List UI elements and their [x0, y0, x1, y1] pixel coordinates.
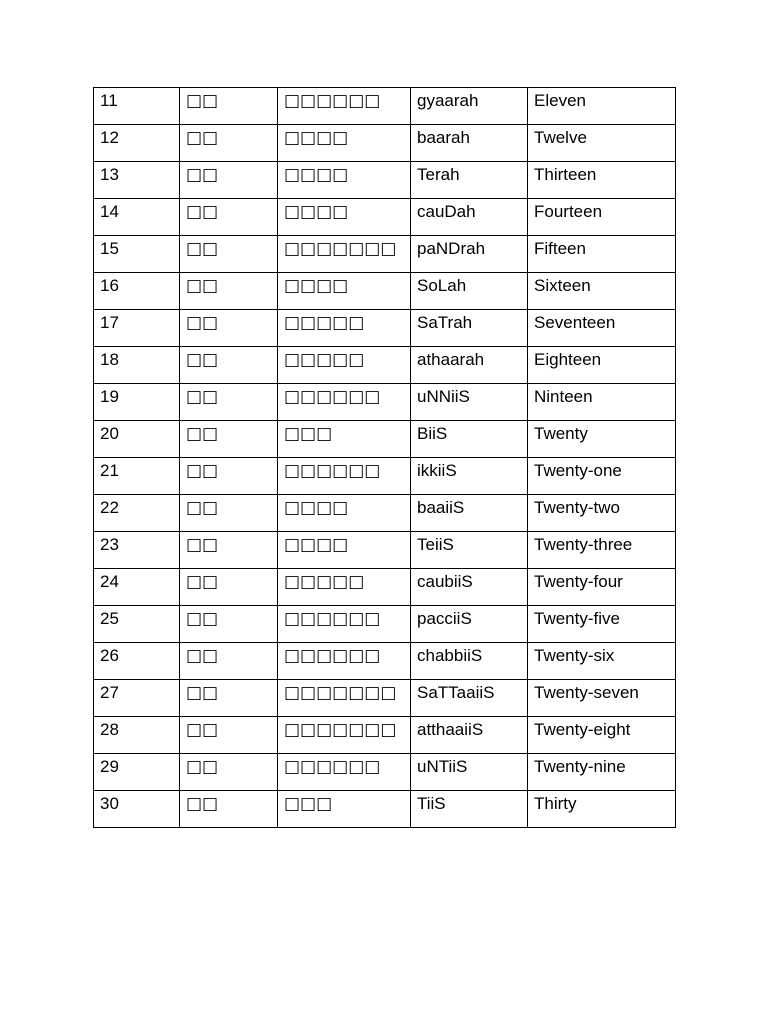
english-word-cell: Twenty-two [528, 495, 676, 532]
transliteration-cell: chabbiiS [411, 643, 528, 680]
transliteration-cell: Terah [411, 162, 528, 199]
transliteration-cell: uNTiiS [411, 754, 528, 791]
native-digits-cell: □□ [180, 88, 278, 125]
transliteration-cell: atthaaiiS [411, 717, 528, 754]
table-row [94, 236, 676, 273]
english-word-cell: Twenty-five [528, 606, 676, 643]
native-word-cell: □□□□□ [278, 347, 411, 384]
native-digits-cell: □□ [180, 384, 278, 421]
english-word-cell: Seventeen [528, 310, 676, 347]
number-cell: 19 [94, 384, 180, 421]
native-word-cell: □□□□□□ [278, 458, 411, 495]
transliteration-cell: cauDah [411, 199, 528, 236]
table-row [94, 495, 676, 532]
native-digits-cell: □□ [180, 680, 278, 717]
table-row [94, 569, 676, 606]
english-word-cell: Fourteen [528, 199, 676, 236]
english-word-cell: Thirteen [528, 162, 676, 199]
native-digits-cell: □□ [180, 495, 278, 532]
native-word-cell: □□□□□□ [278, 384, 411, 421]
number-cell: 25 [94, 606, 180, 643]
english-word-cell: Twenty-four [528, 569, 676, 606]
transliteration-cell: SoLah [411, 273, 528, 310]
native-word-cell: □□□□□ [278, 310, 411, 347]
number-cell: 12 [94, 125, 180, 162]
english-word-cell: Fifteen [528, 236, 676, 273]
english-word-cell: Twenty-eight [528, 717, 676, 754]
native-digits-cell: □□ [180, 717, 278, 754]
table-row [94, 421, 676, 458]
table-row [94, 162, 676, 199]
table-row [94, 310, 676, 347]
native-digits-cell: □□ [180, 458, 278, 495]
native-digits-cell: □□ [180, 643, 278, 680]
number-cell: 13 [94, 162, 180, 199]
table-row [94, 606, 676, 643]
native-digits-cell: □□ [180, 606, 278, 643]
english-word-cell: Twenty-three [528, 532, 676, 569]
native-word-cell: □□□□ [278, 199, 411, 236]
native-word-cell: □□□□□□ [278, 88, 411, 125]
numbers-table-body [94, 88, 676, 828]
native-digits-cell: □□ [180, 125, 278, 162]
number-cell: 30 [94, 791, 180, 828]
transliteration-cell: gyaarah [411, 88, 528, 125]
native-digits-cell: □□ [180, 236, 278, 273]
table-row [94, 199, 676, 236]
english-word-cell: Twenty-nine [528, 754, 676, 791]
native-digits-cell: □□ [180, 791, 278, 828]
native-word-cell: □□□□ [278, 273, 411, 310]
number-cell: 20 [94, 421, 180, 458]
transliteration-cell: baarah [411, 125, 528, 162]
table-row [94, 458, 676, 495]
native-digits-cell: □□ [180, 273, 278, 310]
transliteration-cell: TiiS [411, 791, 528, 828]
english-word-cell: Twenty [528, 421, 676, 458]
transliteration-cell: pacciiS [411, 606, 528, 643]
english-word-cell: Twenty-six [528, 643, 676, 680]
number-cell: 11 [94, 88, 180, 125]
english-word-cell: Twelve [528, 125, 676, 162]
native-digits-cell: □□ [180, 347, 278, 384]
native-word-cell: □□□ [278, 791, 411, 828]
native-digits-cell: □□ [180, 310, 278, 347]
number-cell: 28 [94, 717, 180, 754]
table-row [94, 384, 676, 421]
english-word-cell: Eighteen [528, 347, 676, 384]
number-cell: 24 [94, 569, 180, 606]
native-word-cell: □□□□□□ [278, 606, 411, 643]
native-word-cell: □□□□ [278, 125, 411, 162]
transliteration-cell: baaiiS [411, 495, 528, 532]
native-word-cell: □□□□ [278, 532, 411, 569]
table-row [94, 532, 676, 569]
table-row [94, 791, 676, 828]
number-cell: 15 [94, 236, 180, 273]
english-word-cell: Ninteen [528, 384, 676, 421]
table-row [94, 754, 676, 791]
transliteration-cell: paNDrah [411, 236, 528, 273]
english-word-cell: Sixteen [528, 273, 676, 310]
number-cell: 29 [94, 754, 180, 791]
table-row [94, 88, 676, 125]
table-row [94, 347, 676, 384]
number-cell: 14 [94, 199, 180, 236]
transliteration-cell: TeiiS [411, 532, 528, 569]
number-cell: 16 [94, 273, 180, 310]
native-word-cell: □□□□□□ [278, 643, 411, 680]
number-cell: 26 [94, 643, 180, 680]
native-word-cell: □□□□□□□ [278, 717, 411, 754]
english-word-cell: Twenty-seven [528, 680, 676, 717]
native-digits-cell: □□ [180, 754, 278, 791]
numbers-table [93, 87, 676, 828]
native-word-cell: □□□□□□ [278, 754, 411, 791]
number-cell: 21 [94, 458, 180, 495]
transliteration-cell: uNNiiS [411, 384, 528, 421]
english-word-cell: Twenty-one [528, 458, 676, 495]
number-cell: 23 [94, 532, 180, 569]
native-digits-cell: □□ [180, 569, 278, 606]
number-cell: 22 [94, 495, 180, 532]
native-word-cell: □□□ [278, 421, 411, 458]
table-row [94, 680, 676, 717]
number-cell: 17 [94, 310, 180, 347]
table-row [94, 273, 676, 310]
native-word-cell: □□□□□□□ [278, 680, 411, 717]
english-word-cell: Thirty [528, 791, 676, 828]
transliteration-cell: caubiiS [411, 569, 528, 606]
table-row [94, 717, 676, 754]
native-word-cell: □□□□□ [278, 569, 411, 606]
transliteration-cell: SaTrah [411, 310, 528, 347]
native-digits-cell: □□ [180, 421, 278, 458]
number-cell: 18 [94, 347, 180, 384]
english-word-cell: Eleven [528, 88, 676, 125]
native-word-cell: □□□□ [278, 495, 411, 532]
native-word-cell: □□□□ [278, 162, 411, 199]
table-row [94, 125, 676, 162]
native-digits-cell: □□ [180, 199, 278, 236]
transliteration-cell: athaarah [411, 347, 528, 384]
table-row [94, 643, 676, 680]
native-word-cell: □□□□□□□ [278, 236, 411, 273]
number-cell: 27 [94, 680, 180, 717]
transliteration-cell: ikkiiS [411, 458, 528, 495]
native-digits-cell: □□ [180, 162, 278, 199]
transliteration-cell: BiiS [411, 421, 528, 458]
transliteration-cell: SaTTaaiiS [411, 680, 528, 717]
native-digits-cell: □□ [180, 532, 278, 569]
